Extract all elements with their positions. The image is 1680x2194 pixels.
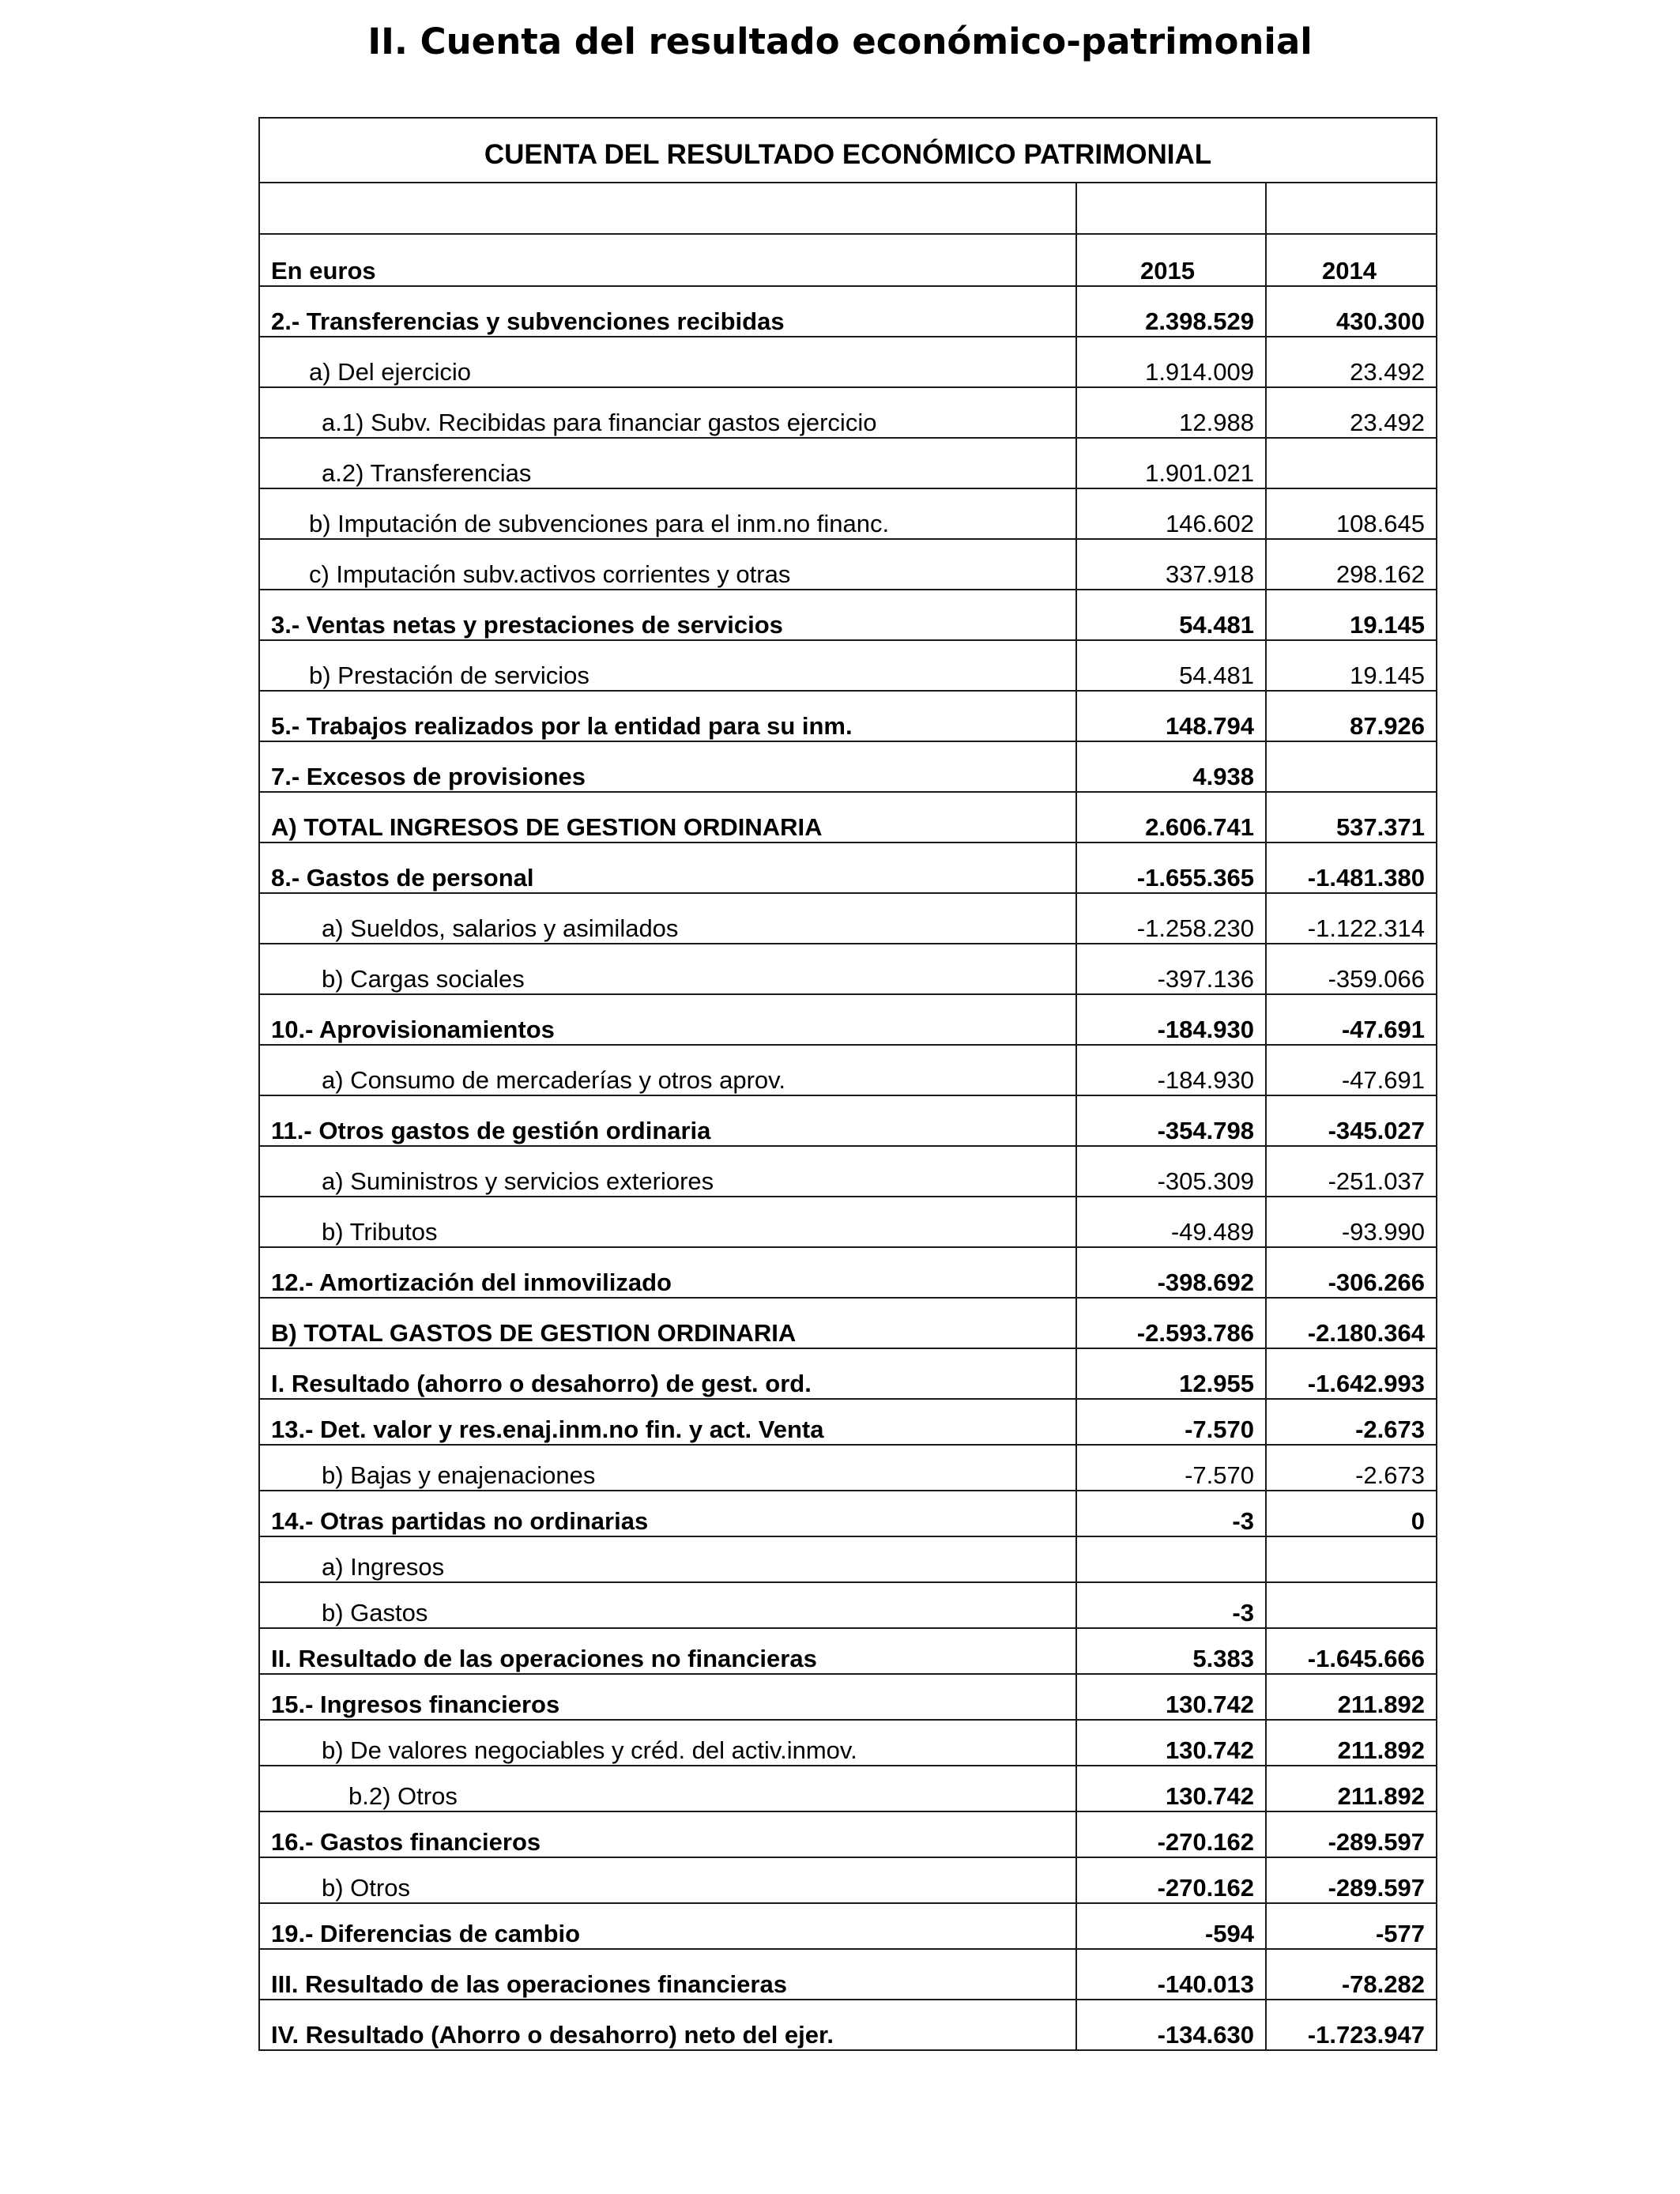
value-2015: -49.489: [1076, 1197, 1266, 1247]
value-2014: [1266, 1536, 1437, 1582]
value-2014: -1.723.947: [1266, 2000, 1437, 2050]
value-2015: 1.914.009: [1076, 337, 1266, 387]
table-row: [259, 1399, 1437, 1445]
row-label: a) Suministros y servicios exteriores: [259, 1146, 1076, 1197]
row-label: b) Bajas y enajenaciones: [259, 1445, 1076, 1491]
value-2014: -1.122.314: [1266, 893, 1437, 944]
row-label: a) Del ejercicio: [259, 337, 1076, 387]
value-2015: -184.930: [1076, 994, 1266, 1045]
value-2015: 12.955: [1076, 1348, 1266, 1399]
row-label: 7.- Excesos de provisiones: [259, 741, 1076, 792]
table-row: [259, 1582, 1437, 1628]
value-2015: 2.398.529: [1076, 286, 1266, 337]
row-label: 3.- Ventas netas y prestaciones de servicios: [259, 590, 1076, 640]
value-2015: -397.136: [1076, 944, 1266, 994]
row-label: IV. Resultado (Ahorro o desahorro) neto del ejer.: [259, 2000, 1076, 2050]
table-title: CUENTA DEL RESULTADO ECONÓMICO PATRIMONIAL: [259, 118, 1437, 183]
value-2014: -306.266: [1266, 1247, 1437, 1298]
table-row: [259, 1247, 1437, 1298]
row-label: 15.- Ingresos financieros: [259, 1674, 1076, 1720]
value-2015: -270.162: [1076, 1811, 1266, 1857]
table-row: [259, 1146, 1437, 1197]
row-label: III. Resultado de las operaciones financieras: [259, 1949, 1076, 2000]
value-2014: -47.691: [1266, 994, 1437, 1045]
table-row: [259, 1720, 1437, 1766]
value-2014: -93.990: [1266, 1197, 1437, 1247]
units-label: En euros: [259, 234, 1076, 286]
value-2015: -1.655.365: [1076, 843, 1266, 893]
row-label: a) Consumo de mercaderías y otros aprov.: [259, 1045, 1076, 1095]
value-2015: -140.013: [1076, 1949, 1266, 2000]
value-2015: 12.988: [1076, 387, 1266, 438]
value-2014: 537.371: [1266, 792, 1437, 843]
row-label: 14.- Otras partidas no ordinarias: [259, 1491, 1076, 1536]
page-title: II. Cuenta del resultado económico-patrimonial: [367, 21, 1313, 62]
table-row: [259, 691, 1437, 741]
value-2015: 130.742: [1076, 1720, 1266, 1766]
value-2014: -78.282: [1266, 1949, 1437, 2000]
value-2015: 2.606.741: [1076, 792, 1266, 843]
row-label: 10.- Aprovisionamientos: [259, 994, 1076, 1045]
row-label: b) De valores negociables y créd. del activ.inmov.: [259, 1720, 1076, 1766]
value-2015: -354.798: [1076, 1095, 1266, 1146]
table-row: [259, 640, 1437, 691]
table-title-row: [259, 118, 1437, 183]
value-2015: 5.383: [1076, 1628, 1266, 1674]
table-row: [259, 792, 1437, 843]
table-row: [259, 1298, 1437, 1348]
table-row: [259, 893, 1437, 944]
table-row: [259, 2000, 1437, 2050]
value-2014: -1.481.380: [1266, 843, 1437, 893]
value-2015: 54.481: [1076, 640, 1266, 691]
value-2015: 146.602: [1076, 488, 1266, 539]
blank-cell: [1266, 183, 1437, 234]
row-label: II. Resultado de las operaciones no financieras: [259, 1628, 1076, 1674]
value-2014: -577: [1266, 1903, 1437, 1949]
table-row: [259, 944, 1437, 994]
table-row: [259, 843, 1437, 893]
table-body: [259, 118, 1437, 2050]
value-2015: -184.930: [1076, 1045, 1266, 1095]
value-2014: 108.645: [1266, 488, 1437, 539]
value-2014: 211.892: [1266, 1720, 1437, 1766]
value-2015: -2.593.786: [1076, 1298, 1266, 1348]
value-2014: -359.066: [1266, 944, 1437, 994]
table-row: [259, 1628, 1437, 1674]
row-label: I. Resultado (ahorro o desahorro) de gest. ord.: [259, 1348, 1076, 1399]
table-row: [259, 1095, 1437, 1146]
row-label: a.1) Subv. Recibidas para financiar gastos ejercicio: [259, 387, 1076, 438]
table-row: [259, 1949, 1437, 2000]
row-label: a.2) Transferencias: [259, 438, 1076, 488]
value-2014: 19.145: [1266, 590, 1437, 640]
value-2014: -289.597: [1266, 1857, 1437, 1903]
row-label: a) Sueldos, salarios y asimilados: [259, 893, 1076, 944]
row-label: b) Gastos: [259, 1582, 1076, 1628]
row-label: 2.- Transferencias y subvenciones recibidas: [259, 286, 1076, 337]
value-2015: -3: [1076, 1582, 1266, 1628]
value-2014: -289.597: [1266, 1811, 1437, 1857]
value-2014: -2.673: [1266, 1445, 1437, 1491]
row-label: 11.- Otros gastos de gestión ordinaria: [259, 1095, 1076, 1146]
table-row: [259, 1045, 1437, 1095]
value-2014: -2.673: [1266, 1399, 1437, 1445]
value-2014: 211.892: [1266, 1766, 1437, 1811]
value-2014: 298.162: [1266, 539, 1437, 590]
table-row: [259, 994, 1437, 1045]
value-2014: 87.926: [1266, 691, 1437, 741]
row-label: b) Imputación de subvenciones para el inm.no financ.: [259, 488, 1076, 539]
income-statement-table: [258, 117, 1437, 2051]
row-label: 5.- Trabajos realizados por la entidad para su inm.: [259, 691, 1076, 741]
value-2014: [1266, 1582, 1437, 1628]
value-2015: -7.570: [1076, 1445, 1266, 1491]
table-row: [259, 1197, 1437, 1247]
value-2014: 430.300: [1266, 286, 1437, 337]
row-label: 16.- Gastos financieros: [259, 1811, 1076, 1857]
table-row: [259, 590, 1437, 640]
table-row: [259, 438, 1437, 488]
value-2015: -134.630: [1076, 2000, 1266, 2050]
table-row: [259, 1674, 1437, 1720]
value-2015: -398.692: [1076, 1247, 1266, 1298]
blank-cell: [1076, 183, 1266, 234]
row-label: 13.- Det. valor y res.enaj.inm.no fin. y act. Venta: [259, 1399, 1076, 1445]
value-2014: -47.691: [1266, 1045, 1437, 1095]
value-2015: -270.162: [1076, 1857, 1266, 1903]
row-label: a) Ingresos: [259, 1536, 1076, 1582]
table-row: [259, 1348, 1437, 1399]
value-2014: -251.037: [1266, 1146, 1437, 1197]
row-label: A) TOTAL INGRESOS DE GESTION ORDINARIA: [259, 792, 1076, 843]
row-label: 8.- Gastos de personal: [259, 843, 1076, 893]
table-row: [259, 1445, 1437, 1491]
value-2015: 130.742: [1076, 1766, 1266, 1811]
table-row: [259, 488, 1437, 539]
row-label: c) Imputación subv.activos corrientes y otras: [259, 539, 1076, 590]
table-row: [259, 1903, 1437, 1949]
row-label: b) Cargas sociales: [259, 944, 1076, 994]
table-row: [259, 387, 1437, 438]
row-label: 19.- Diferencias de cambio: [259, 1903, 1076, 1949]
value-2015: 130.742: [1076, 1674, 1266, 1720]
value-2015: 148.794: [1076, 691, 1266, 741]
value-2015: 4.938: [1076, 741, 1266, 792]
value-2014: 19.145: [1266, 640, 1437, 691]
table-row: [259, 741, 1437, 792]
row-label: b.2) Otros: [259, 1766, 1076, 1811]
value-2014: 0: [1266, 1491, 1437, 1536]
table-row: [259, 539, 1437, 590]
table-row: [259, 1811, 1437, 1857]
table-row: [259, 1491, 1437, 1536]
value-2014: [1266, 438, 1437, 488]
table-row: [259, 337, 1437, 387]
value-2015: 1.901.021: [1076, 438, 1266, 488]
column-header-row: [259, 234, 1437, 286]
value-2015: -1.258.230: [1076, 893, 1266, 944]
value-2014: 211.892: [1266, 1674, 1437, 1720]
row-label: B) TOTAL GASTOS DE GESTION ORDINARIA: [259, 1298, 1076, 1348]
value-2014: [1266, 741, 1437, 792]
table-row: [259, 1536, 1437, 1582]
row-label: b) Tributos: [259, 1197, 1076, 1247]
value-2015: -3: [1076, 1491, 1266, 1536]
value-2015: 337.918: [1076, 539, 1266, 590]
table-row: [259, 1857, 1437, 1903]
row-label: b) Prestación de servicios: [259, 640, 1076, 691]
value-2015: -305.309: [1076, 1146, 1266, 1197]
value-2014: 23.492: [1266, 387, 1437, 438]
table-row: [259, 1766, 1437, 1811]
value-2014: -1.645.666: [1266, 1628, 1437, 1674]
year-2015-header: 2015: [1076, 234, 1266, 286]
value-2014: -1.642.993: [1266, 1348, 1437, 1399]
value-2015: -7.570: [1076, 1399, 1266, 1445]
value-2015: [1076, 1536, 1266, 1582]
blank-row: [259, 183, 1437, 234]
blank-cell: [259, 183, 1076, 234]
value-2014: -2.180.364: [1266, 1298, 1437, 1348]
value-2015: 54.481: [1076, 590, 1266, 640]
value-2014: -345.027: [1266, 1095, 1437, 1146]
value-2015: -594: [1076, 1903, 1266, 1949]
year-2014-header: 2014: [1266, 234, 1437, 286]
table-row: [259, 286, 1437, 337]
row-label: 12.- Amortización del inmovilizado: [259, 1247, 1076, 1298]
value-2014: 23.492: [1266, 337, 1437, 387]
row-label: b) Otros: [259, 1857, 1076, 1903]
